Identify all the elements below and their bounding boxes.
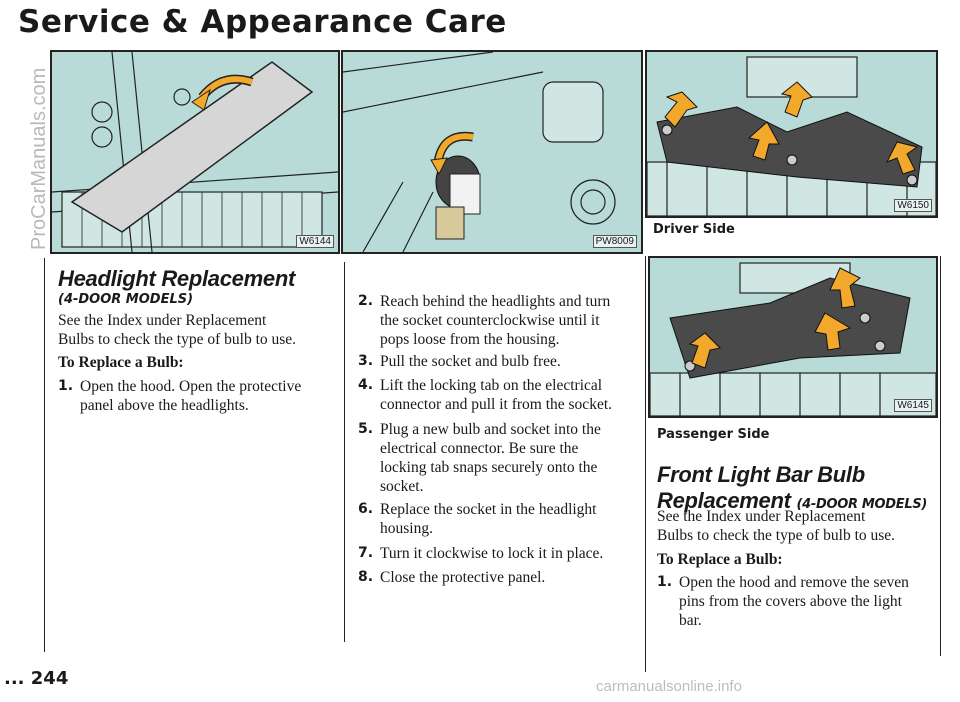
- figure-label: W6145: [894, 399, 932, 412]
- step-line: pops loose from the housing.: [380, 331, 560, 348]
- step-1-light-bar: [657, 573, 909, 630]
- section-subheading: (4-DOOR MODELS): [796, 497, 928, 512]
- step-number: 7.: [358, 545, 374, 561]
- step-5: [358, 420, 601, 496]
- column-divider-middle: [344, 262, 345, 642]
- section-heading-headlight-replacement: Headlight Replacement: [58, 266, 295, 291]
- step-line: Reach behind the headlights and turn: [380, 293, 611, 310]
- section-subheading: (4-DOOR MODELS): [58, 292, 194, 307]
- footer-watermark: carmanualsonline.info: [596, 678, 742, 695]
- step-line: panel above the headlights.: [80, 397, 249, 414]
- step-line: the socket counterclockwise until it: [380, 312, 600, 329]
- intro-line: See the Index under Replacement: [58, 312, 267, 329]
- figure-headlight-cover-drawing: [52, 52, 338, 252]
- step-line: Replace the socket in the headlight: [380, 501, 597, 518]
- step-line: socket.: [380, 478, 424, 495]
- column-divider-left: [44, 258, 45, 652]
- step-line: Plug a new bulb and socket into the: [380, 421, 601, 438]
- to-replace-heading: To Replace a Bulb:: [657, 551, 783, 568]
- to-replace-heading: To Replace a Bulb:: [58, 354, 184, 371]
- column-divider-right: [645, 256, 646, 672]
- step-6: [358, 500, 597, 538]
- step-number: 2.: [358, 293, 374, 309]
- step-line: locking tab snaps securely onto the: [380, 459, 598, 476]
- figure-passenger-side-drawing: [650, 258, 936, 416]
- step-line: Turn it clockwise to lock it in place.: [380, 545, 604, 562]
- step-1: [58, 377, 301, 415]
- step-number: 5.: [358, 421, 374, 437]
- figure-label: W6144: [296, 235, 334, 248]
- intro-line: Bulbs to check the type of bulb to use.: [58, 331, 297, 348]
- figure-driver-side-drawing: [647, 52, 936, 216]
- figure-headlight-socket: [341, 50, 643, 254]
- step-4: [358, 376, 612, 414]
- step-7: [358, 544, 603, 563]
- page-title: Service & Appearance Care: [18, 4, 507, 40]
- step-number: 1.: [657, 574, 673, 590]
- step-line: Open the hood. Open the protective: [80, 378, 302, 395]
- step-line: pins from the covers above the light: [679, 593, 902, 610]
- step-line: housing.: [380, 520, 433, 537]
- column-divider-edge: [940, 256, 941, 656]
- step-number: 6.: [358, 501, 374, 517]
- heading-line: Front Light Bar Bulb: [657, 462, 865, 487]
- step-8: [358, 568, 545, 587]
- watermark: ProCarManuals.com: [28, 67, 50, 250]
- step-number: 4.: [358, 377, 374, 393]
- figure-headlight-socket-drawing: [343, 52, 641, 252]
- step-line: Open the hood and remove the seven: [679, 574, 909, 591]
- heading-line-text: Replacement: [657, 488, 791, 513]
- figure-headlight-cover: [50, 50, 340, 254]
- intro-line: Bulbs to check the type of bulb to use.: [657, 527, 896, 544]
- step-number: 8.: [358, 569, 374, 585]
- figure-label: PW8009: [593, 235, 637, 248]
- figure-driver-side: [645, 50, 938, 218]
- page-number: ... 244: [4, 668, 69, 689]
- step-line: Close the protective panel.: [380, 569, 546, 586]
- figure-caption-passenger-side: Passenger Side: [657, 427, 770, 442]
- figure-passenger-side: [648, 256, 938, 418]
- figure-caption-driver-side: Driver Side: [653, 222, 735, 237]
- step-2: [358, 292, 610, 349]
- step-number: 3.: [358, 353, 374, 369]
- figure-label: W6150: [894, 199, 932, 212]
- step-line: connector and pull it from the socket.: [380, 396, 613, 413]
- intro-text: [657, 507, 895, 545]
- step-number: 1.: [58, 378, 74, 394]
- step-line: bar.: [679, 612, 702, 629]
- step-line: electrical connector. Be sure the: [380, 440, 579, 457]
- step-3: [358, 352, 561, 371]
- step-line: Pull the socket and bulb free.: [380, 353, 561, 370]
- intro-text: [58, 311, 296, 349]
- step-line: Lift the locking tab on the electrical: [380, 377, 603, 394]
- intro-line: See the Index under Replacement: [657, 508, 866, 525]
